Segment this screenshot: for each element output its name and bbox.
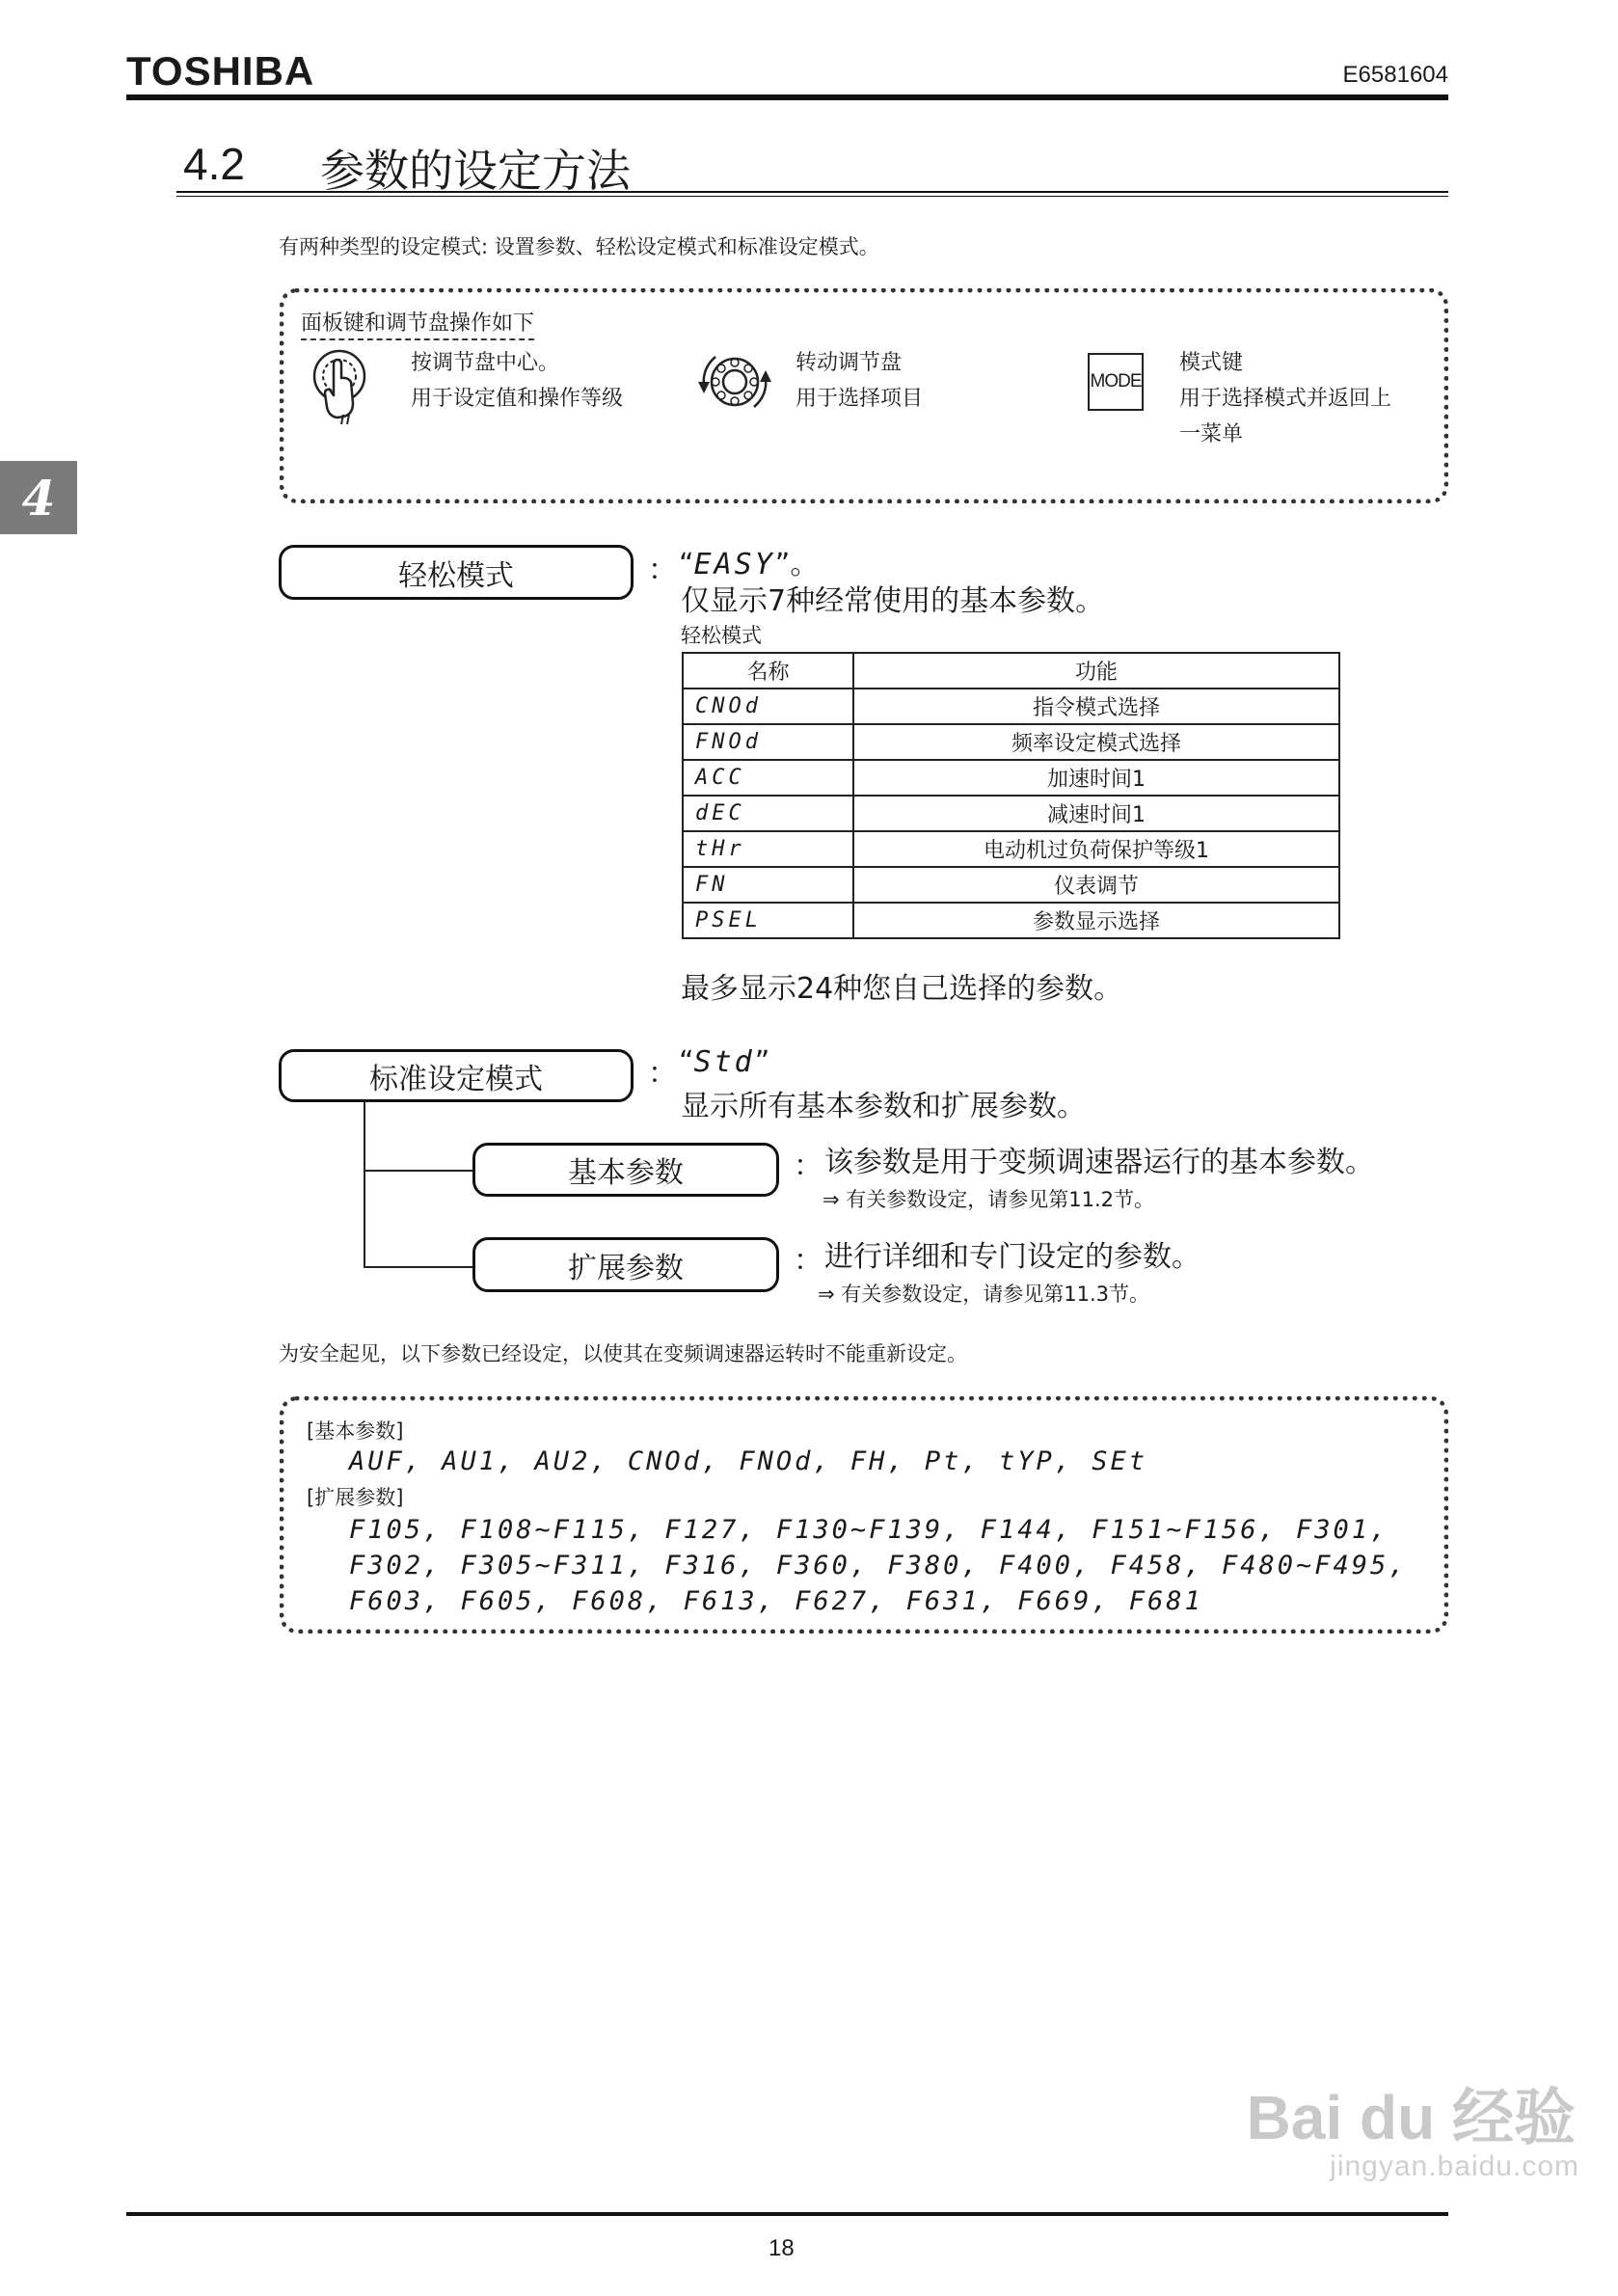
easy-display-code: EASY xyxy=(693,548,775,581)
turn-dial-icon xyxy=(694,347,775,413)
locked-ext-line: F603, F605, F608, F613, F627, F631, F669, F681 xyxy=(349,1586,1203,1616)
table-row xyxy=(683,760,1339,796)
param-name: tHr xyxy=(683,831,853,867)
param-function: 减速时间1 xyxy=(853,796,1339,831)
easy-mode-colon: ： xyxy=(648,554,677,587)
param-name: PSEL xyxy=(683,903,853,938)
tree-connector xyxy=(364,1100,365,1268)
table-row xyxy=(683,831,1339,867)
brand-logo: TOSHIBA xyxy=(126,48,315,94)
easy-mode-desc: 仅显示7种经常使用的基本参数。 xyxy=(681,584,1105,618)
section-title: 参数的设定方法 xyxy=(320,145,631,197)
basic-params-label: 基本参数 xyxy=(472,1143,779,1197)
easy-mode-label: 轻松模式 xyxy=(279,545,634,600)
table-row xyxy=(683,796,1339,831)
std-mode-desc: 显示所有基本参数和扩展参数。 xyxy=(681,1090,1086,1123)
table-row xyxy=(683,867,1339,903)
table-row xyxy=(683,724,1339,760)
panel-keys-title: 面板键和调节盘操作如下 xyxy=(301,307,534,340)
param-name: CNOd xyxy=(683,689,853,724)
mode-key-icon: MODE xyxy=(1088,353,1144,411)
basic-params-ref: ⇒ 有关参数设定，请参见第11.2节。 xyxy=(822,1188,1155,1211)
safety-note: 为安全起见，以下参数已经设定，以使其在变频调速器运转时不能重新设定。 xyxy=(279,1342,967,1365)
param-name: FNOd xyxy=(683,724,853,760)
std-mode-colon: ： xyxy=(648,1057,677,1091)
extended-params-label: 扩展参数 xyxy=(472,1237,779,1292)
locked-ext-line: F302, F305~F311, F316, F360, F380, F400, F458, F480~F495, xyxy=(349,1551,1408,1580)
table-row xyxy=(683,689,1339,724)
param-function: 参数显示选择 xyxy=(853,903,1339,938)
locked-ext-title: [扩展参数] xyxy=(307,1486,404,1509)
col-header-name: 名称 xyxy=(683,653,853,689)
footer-rule xyxy=(126,2212,1448,2216)
table-header-row xyxy=(683,653,1339,689)
press-dial-text: 按调节盘中心。 用于设定值和操作等级 xyxy=(411,351,624,411)
extended-params-colon: ： xyxy=(794,1244,822,1278)
header-rule xyxy=(126,95,1448,100)
param-function: 仪表调节 xyxy=(853,867,1339,903)
basic-params-desc: 该参数是用于变频调速器运行的基本参数。 xyxy=(824,1146,1374,1179)
document-number: E6581604 xyxy=(1342,62,1448,88)
chapter-tab: 4 xyxy=(0,461,77,534)
page-number: 18 xyxy=(769,2235,795,2261)
easy-mode-table xyxy=(682,652,1340,939)
turn-dial-text: 转动调节盘 用于选择项目 xyxy=(796,351,924,411)
locked-ext-line: F105, F108~F115, F127, F130~F139, F144, F151~F156, F301, xyxy=(349,1515,1389,1545)
easy-mode-note: 最多显示24种您自己选择的参数。 xyxy=(681,972,1123,1006)
param-function: 指令模式选择 xyxy=(853,689,1339,724)
easy-table-caption: 轻松模式 xyxy=(681,624,762,647)
watermark-url: jingyan.baidu.com xyxy=(1330,2150,1579,2182)
param-name: FN xyxy=(683,867,853,903)
param-name: ACC xyxy=(683,760,853,796)
section-rule xyxy=(176,191,1448,197)
tree-branch-extended xyxy=(364,1266,473,1268)
param-function: 电动机过负荷保护等级1 xyxy=(853,831,1339,867)
watermark-logo: Bai du 经验 xyxy=(1246,2083,1576,2152)
section-number: 4.2 xyxy=(183,139,245,189)
param-function: 加速时间1 xyxy=(853,760,1339,796)
press-dial-icon xyxy=(309,347,374,426)
basic-params-colon: ： xyxy=(794,1149,822,1183)
param-name: dEC xyxy=(683,796,853,831)
intro-text: 有两种类型的设定模式: 设置参数、轻松设定模式和标准设定模式。 xyxy=(279,235,879,258)
mode-key-text: 模式键 用于选择模式并返回上 一菜单 xyxy=(1179,351,1392,446)
locked-basic-title: [基本参数] xyxy=(307,1419,404,1443)
std-display-code: Std xyxy=(693,1045,755,1079)
col-header-function: 功能 xyxy=(853,653,1339,689)
extended-params-desc: 进行详细和专门设定的参数。 xyxy=(824,1240,1200,1274)
tree-branch-basic xyxy=(364,1170,473,1172)
param-function: 频率设定模式选择 xyxy=(853,724,1339,760)
table-row xyxy=(683,903,1339,938)
std-mode-label: 标准设定模式 xyxy=(279,1049,634,1102)
locked-basic-list: AUF, AU1, AU2, CNOd, FNOd, FH, Pt, tYP, SEt xyxy=(349,1446,1147,1476)
extended-params-ref: ⇒ 有关参数设定，请参见第11.3节。 xyxy=(818,1283,1150,1306)
easy-mode-display-line: “EASY”。 xyxy=(679,548,820,581)
std-mode-display-line: “Std” xyxy=(679,1045,770,1079)
